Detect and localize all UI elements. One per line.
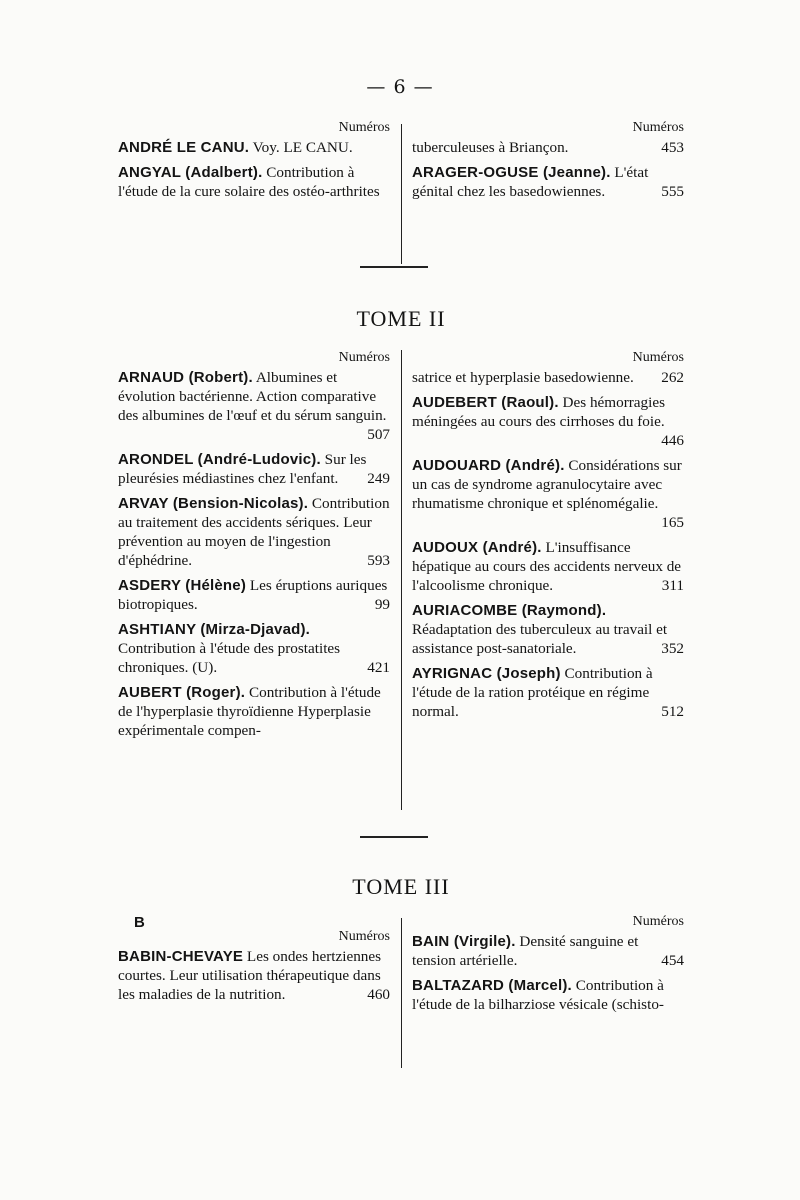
tome-2-right-column <box>412 350 684 746</box>
index-entry: ARVAY (Bension-Nicolas). Contribution au traitement des accidents sériques. Leur prévention au moyen de l'ingestion d'éphédrine. 593 <box>118 495 390 569</box>
column-divider <box>401 918 402 1068</box>
column-header: Numéros <box>632 350 684 365</box>
entry-number: 512 <box>661 703 684 720</box>
entry-number: 555 <box>661 183 684 200</box>
index-entry: ARAGER-OGUSE (Jeanne). L'état génital chez les basedowiennes. 555 <box>412 164 684 200</box>
column-header: Numéros <box>632 914 684 929</box>
index-entry: ARNAUD (Robert). Albumines et évolution bactérienne. Action comparative des albumines de l'œuf et du sérum sanguin. 507 <box>118 369 390 443</box>
column-divider <box>401 350 402 810</box>
index-entry: ASDERY (Hélène) Les éruptions auriques biotropiques. 99 <box>118 577 390 613</box>
entry-number: 453 <box>661 139 684 156</box>
section-title: TOME III <box>352 874 450 899</box>
page-number: — 6 — <box>366 76 434 98</box>
section-rule <box>360 266 428 268</box>
column-header: Numéros <box>632 120 684 135</box>
entry-number: 421 <box>367 659 390 676</box>
column-header: Numéros <box>338 120 390 135</box>
tome-3-right-column <box>412 914 684 1020</box>
index-entry: BABIN-CHEVAYE Les ondes hertziennes courtes. Leur utilisation thérapeutique dans les maladies de la nutrition. 460 <box>118 948 390 1003</box>
index-entry: ANGYAL (Adalbert). Contribution à l'étude de la cure solaire des ostéo-arthrites <box>118 164 380 200</box>
index-entry: AUBERT (Roger). Contribution à l'étude de l'hyperplasie thyroïdienne Hyperplasie expérimentale compen- <box>118 684 381 739</box>
entry-number: 311 <box>661 577 684 594</box>
entry-number: 454 <box>661 952 684 969</box>
top-section <box>118 120 684 207</box>
entry-number: 165 <box>661 514 684 531</box>
entry-number: 593 <box>367 552 390 569</box>
section-title: TOME II <box>356 306 446 331</box>
section-rule <box>360 836 428 838</box>
tome-2-left-column <box>118 350 390 746</box>
index-entry: AUDEBERT (Raoul). Des hémorragies méningées au cours des cirrhoses du foie. 446 <box>412 394 684 449</box>
entry-number: 99 <box>374 596 390 613</box>
tome-3-left-column <box>118 914 390 1020</box>
index-entry: satrice et hyperplasie basedowienne. 262 <box>412 369 684 386</box>
index-entry: AUDOUX (André). L'insuffisance hépatique au cours des accidents nerveux de l'alcoolisme chronique. 311 <box>412 539 684 594</box>
index-entry: AURIACOMBE (Raymond). Réadaptation des tuberculeux au travail et assistance post-sanatoriale. 352 <box>412 602 684 657</box>
tome-3-section <box>118 874 684 1020</box>
index-entry: ANDRÉ LE CANU. Voy. LE CANU. <box>118 139 353 156</box>
index-entry: AUDOUARD (André). Considérations sur un cas de syndrome agranulocytaire avec rhumatisme chronique et splénomégalie. 165 <box>412 457 684 531</box>
entry-number: 446 <box>661 432 684 449</box>
entry-number: 352 <box>661 640 684 657</box>
index-entry: AYRIGNAC (Joseph) Contribution à l'étude de la ration protéique en régime normal. 512 <box>412 665 684 720</box>
index-entry: tuberculeuses à Briançon. 453 <box>412 139 684 156</box>
index-entry: BAIN (Virgile). Densité sanguine et tension artérielle. 454 <box>412 933 684 969</box>
index-entry: ARONDEL (André-Ludovic). Sur les pleurésies médiastines chez l'enfant. 249 <box>118 451 390 487</box>
tome-2-section <box>118 306 684 746</box>
entry-number: 262 <box>661 369 684 386</box>
column-header: Numéros <box>338 929 390 944</box>
entry-number: 460 <box>367 986 390 1003</box>
top-left-column <box>118 120 390 207</box>
entry-number: 507 <box>367 426 390 443</box>
section-letter: B <box>134 914 145 931</box>
column-header: Numéros <box>338 350 390 365</box>
top-right-column <box>412 120 684 207</box>
index-entry: BALTAZARD (Marcel). Contribution à l'étude de la bilharziose vésicale (schisto- <box>412 977 664 1013</box>
index-entry: ASHTIANY (Mirza-Djavad). Contribution à l'étude des prostatites chroniques. (U). 421 <box>118 621 390 676</box>
entry-number: 249 <box>367 470 390 487</box>
